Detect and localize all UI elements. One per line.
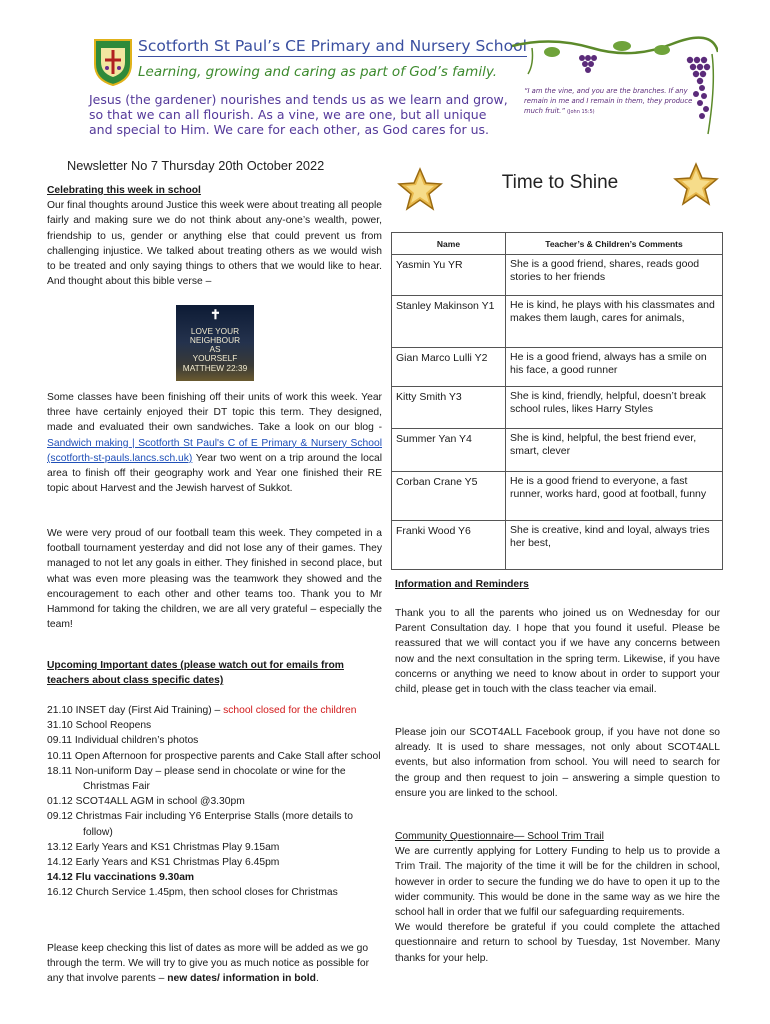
pupil-comment-cell: She is a good friend, shares, reads good stories to her friends (506, 255, 723, 296)
date-item (47, 718, 382, 733)
closing-end: . (315, 973, 319, 985)
pupil-comment-cell: She is creative, kind and loyal, always tries her best, (506, 521, 723, 570)
classes-text: Some classes have been finishing off their units of work this week. Year three have certainly enjoyed their DT topic this term. They designed, made and evaluated their own sandwiches. Take a look on our blog - (47, 392, 382, 434)
time-to-shine-table (391, 232, 723, 570)
date-text: 01.12 SCOT4ALL AGM in school @3.30pm (47, 796, 245, 808)
date-item (47, 764, 382, 794)
date-text: 18.11 Non-uniform Day – please send in chocolate or wine for the Christmas Fair (47, 765, 346, 793)
closing-text: Please keep checking this list of dates as more will be added as we go through the term. We will try to give you as much notice as possible for any that involve parents – (47, 943, 370, 985)
pupil-name-cell: Kitty Smith Y3 (392, 387, 506, 429)
vine-quote-ref: (John 15:5) (567, 109, 595, 115)
date-item (47, 703, 382, 718)
celebrating-text: Our final thoughts around Justice this week were about treating all people fairly and making sure we do not think about any-one’s wealth, power, friendship to us, gender or anything else that could prevent us from challenging injustice. We talked about treating others as we would wish to be treated and only saying things to others that we would like to hear. And thought about this bible verse – (47, 200, 382, 288)
table-row (392, 296, 723, 348)
date-item (47, 749, 382, 764)
date-text: 21.10 INSET day (First Aid Training) – (47, 705, 224, 716)
pupil-name-cell: Yasmin Yu YR (392, 255, 506, 296)
dates-heading (47, 658, 382, 688)
bible-verse-image (176, 305, 254, 381)
school-motto: Learning, growing and caring as part of God’s family. (138, 64, 498, 80)
date-item (47, 794, 382, 809)
info-paragraph-1: Thank you to all the parents who joined us on Wednesday for our Parent Consultation day. I hope that you found it useful. Please be reassured that we will contact you if we have any concerns between now and the next consultation in the spring term. Likewise, if you have concerns or anything we need to know about in order to support your child, please get in touch with the class teacher via email. (395, 608, 720, 696)
date-item (47, 809, 382, 839)
school-name: Scotforth St Paul’s CE Primary and Nursery School (138, 37, 527, 55)
date-text: 09.12 Christmas Fair including Y6 Enterprise Stalls (more details to follow) (47, 811, 353, 838)
verse-line: LOVE YOUR (190, 326, 240, 336)
classes-paragraph (47, 390, 382, 496)
date-item (47, 855, 382, 870)
community-section (395, 829, 720, 966)
date-item (47, 840, 382, 855)
gold-star-icon (397, 167, 443, 211)
pupil-comment-cell: She is kind, helpful, the best friend ever, smart, clever (506, 429, 723, 472)
school-vision: Jesus (the gardener) nourishes and tends us as we learn and grow, so that we can all flourish. As a vine, we are one, but all unique and special to Him. We care for each other, as God cares for us. (89, 92, 508, 137)
comments-column-header: Teacher’s & Children’s Comments (506, 233, 723, 255)
cross-icon: ✝ (210, 307, 221, 322)
closing-paragraph (47, 941, 382, 987)
community-paragraph-2: We would therefore be grateful if you could complete the attached questionnaire and return to school by Tuesday, 1st November. Many thanks for your help. (395, 922, 720, 964)
dates-heading-text: Upcoming Important dates (please watch out for emails from teachers about class specific dates) (47, 660, 344, 687)
football-paragraph: We were very proud of our football team this week. They competed in a football tournament yesterday and did not lose any of their games. They managed to not let any goals in either. They finished in second place, but what was even more pleasing was the teamwork they showed and the encouragement to each other and other teams too. Thank you to Mr Hammond for taking the children, we are all very grateful – especially the team! (47, 528, 382, 631)
table-row (392, 472, 723, 521)
date-text: 14.12 Flu vaccinations 9.30am (47, 872, 195, 884)
verse-line: MATTHEW 22:39 (182, 363, 248, 373)
date-text: 14.12 Early Years and KS1 Christmas Play 6.45pm (47, 857, 280, 869)
date-text: 09.11 Individual children’s photos (47, 735, 199, 747)
table-row (392, 348, 723, 387)
info-heading-text: Information and Reminders (395, 579, 529, 590)
date-text: 10.11 Open Afternoon for prospective parents and Cake Stall after school (47, 750, 381, 762)
pupil-name-cell: Stanley Makinson Y1 (392, 296, 506, 348)
school-crest-logo (93, 38, 133, 86)
closing-bold: new dates/ information in bold (167, 973, 316, 985)
pupil-name-cell: Franki Wood Y6 (392, 521, 506, 570)
table-row (392, 255, 723, 296)
pupil-name-cell: Corban Crane Y5 (392, 472, 506, 521)
gold-star-icon (673, 162, 719, 206)
community-paragraph-1: We are currently applying for Lottery Funding to help us to provide a Trim Trail. The majority of the time it will be for the children in school, however in order to secure the funding we do have to open it up to the wider community. This would be done in the same way as we hire the school hall in order that we fulfil our safeguarding requirements. (395, 846, 720, 919)
table-row (392, 429, 723, 472)
celebrating-heading: Celebrating this week in school (47, 185, 201, 196)
name-column-header: Name (392, 233, 506, 255)
date-item (47, 885, 382, 900)
time-to-shine-title: Time to Shine (501, 172, 619, 193)
date-text: 13.12 Early Years and KS1 Christmas Play 9.15am (47, 841, 280, 853)
pupil-name-cell: Gian Marco Lulli Y2 (392, 348, 506, 387)
date-text: 16.12 Church Service 1.45pm, then school closes for Christmas (47, 887, 338, 899)
date-highlight: school closed for the children (223, 705, 357, 716)
verse-line: YOURSELF (192, 353, 238, 363)
date-item (47, 733, 382, 748)
table-header-row (392, 233, 723, 255)
celebrating-section (47, 183, 382, 289)
dates-list (47, 703, 382, 901)
blog-link[interactable]: Sandwich making | Scotforth St Paul's C of E Primary & Nursery School (scotforth-st-pauls.lancs.sch.uk) (47, 437, 382, 464)
classes-text-end: Year two went on a trip around the local area to finish off their geography work and Year one finished their RE topic about Harvest and the Jewish harvest of Sukkot. (47, 452, 382, 495)
table-row (392, 387, 723, 429)
info-heading (395, 577, 720, 592)
pupil-name-cell: Summer Yan Y4 (392, 429, 506, 472)
verse-line: AS (209, 344, 221, 354)
vine-quote-box (512, 34, 718, 144)
info-paragraph-2: Please join our SCOT4ALL Facebook group, if you have not done so already. It is used to share messages, not only about SCOT4ALL events, but also information from school. You will need to search for the group and then request to join – answering a simple question to ensure you are linked to the school. (395, 727, 720, 799)
table-row (392, 521, 723, 570)
community-heading: Community Questionnaire— School Trim Trail (395, 831, 604, 842)
pupil-comment-cell: He is a good friend, always has a smile on his face, a good runner (506, 348, 723, 387)
pupil-comment-cell: She is kind, friendly, helpful, doesn’t break school rules, likes Harry Styles (506, 387, 723, 429)
pupil-comment-cell: He is kind, he plays with his classmates and makes them laugh, cares for animals, (506, 296, 723, 348)
date-text: 31.10 School Reopens (47, 720, 152, 732)
date-item (47, 870, 382, 885)
newsletter-number-date: Newsletter No 7 Thursday 20th October 2022 (67, 158, 325, 173)
pupil-comment-cell: He is a good friend to everyone, a fast runner, works hard, good at football, funny (506, 472, 723, 521)
vine-quote-text: “I am the vine, and you are the branches. If any remain in me and I remain in them, they produce much fruit.” (John 15:5) (524, 87, 693, 115)
verse-line: NEIGHBOUR (189, 335, 241, 345)
